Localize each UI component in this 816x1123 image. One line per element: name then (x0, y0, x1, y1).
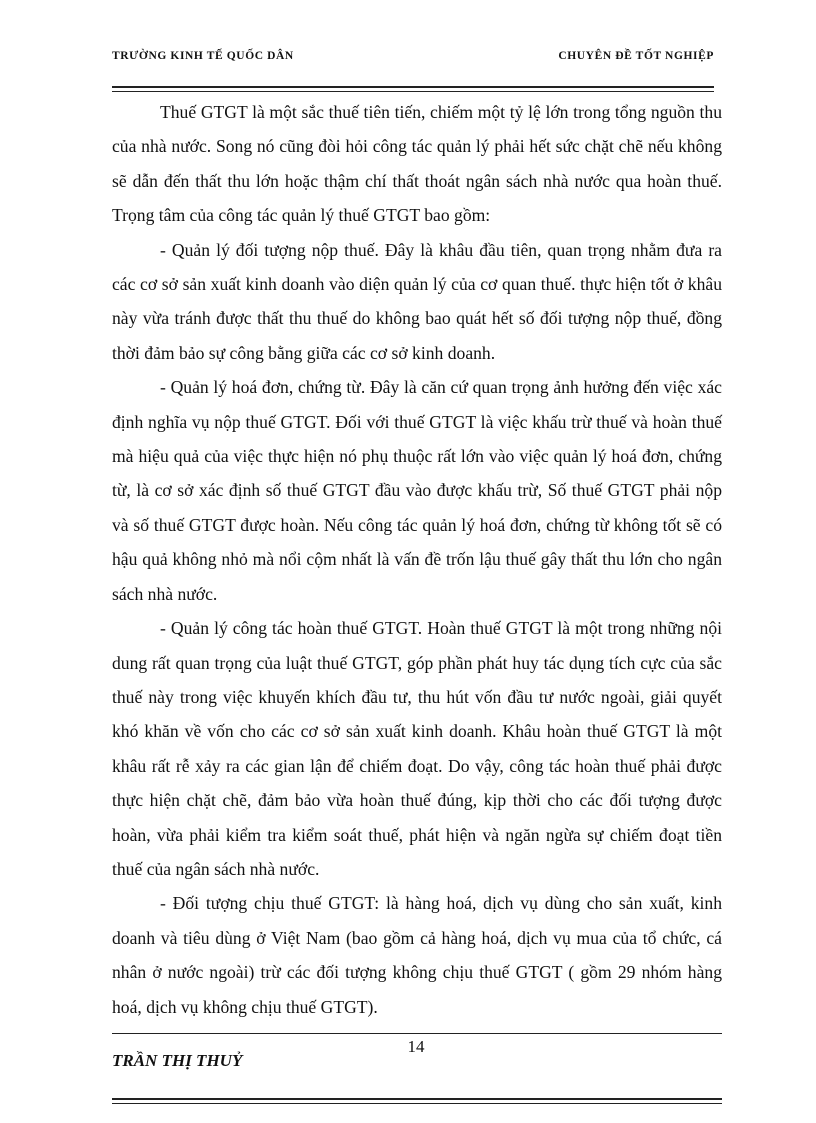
footer-author: TRẦN THỊ THUỶ (112, 1051, 243, 1070)
footer-rule-thick (112, 1098, 722, 1100)
page-header (112, 50, 714, 72)
paragraph-taxpayer-management: - Quản lý đối tượng nộp thuế. Đây là khâu đầu tiên, quan trọng nhằm đưa ra các cơ sở sản xuất kinh doanh vào diện quản lý của cơ quan thuế. thực hiện tốt ở khâu này vừa tránh được thất thu thuế do không bao quát hết số đối tượng nộp thuế, đồng thời đảm bảo sự công bằng giữa các cơ sở kinh doanh. (112, 239, 722, 363)
header-title: CHUYÊN ĐỀ TỐT NGHIỆP (558, 50, 714, 62)
header-school: TRƯỜNG KINH TẾ QUỐC DÂN (112, 50, 294, 62)
footer-rule (112, 1033, 722, 1034)
paragraph-refund-management: - Quản lý công tác hoàn thuế GTGT. Hoàn thuế GTGT là một trong những nội dung rất quan trọng của luật thuế GTGT, góp phần phát huy tác dụng tích cực của sắc thuế này trong việc khuyến khích đầu tư, thu hút vốn đầu tư nước ngoài, giải quyết khó khăn về vốn cho các cơ sở sản xuất kinh doanh. Khâu hoàn thuế GTGT là một khâu rất rễ xảy ra các gian lận để chiếm đoạt. Do vậy, công tác hoàn thuế phải được thực hiện chặt chẽ, đảm bảo vừa hoàn thuế đúng, kịp thời cho các đối tượng được hoàn, vừa phải kiểm tra kiểm soát thuế, phát hiện và ngăn ngừa sự chiếm đoạt tiền thuế của ngân sách nhà nước. (112, 618, 722, 879)
paragraph-intro: Thuế GTGT là một sắc thuế tiên tiến, chiếm một tỷ lệ lớn trong tổng nguồn thu của nhà nước. Song nó cũng đòi hỏi công tác quản lý phải hết sức chặt chẽ nếu không sẽ dẫn đến thất thu lớn hoặc thậm chí thất thoát ngân sách nhà nước qua hoàn thuế. Trọng tâm của công tác quản lý thuế GTGT bao gồm: (112, 102, 722, 226)
footer-rule-thin (112, 1103, 722, 1104)
header-rule-thin (112, 91, 714, 92)
document-body (112, 95, 722, 1024)
paragraph-invoice-management: - Quản lý hoá đơn, chứng từ. Đây là căn cứ quan trọng ảnh hưởng đến việc xác định nghĩa vụ nộp thuế GTGT. Đối với thuế GTGT là việc khấu trừ thuế và hoàn thuế mà hiệu quả của việc thực hiện nó phụ thuộc rất lớn vào việc quản lý hoá đơn, chứng từ, là cơ sở xác định số thuế GTGT đầu vào được khấu trừ, Số thuế GTGT phải nộp và số thuế GTGT được hoàn. Nếu công tác quản lý hoá đơn, chứng từ không tốt sẽ có hậu quả không nhỏ mà nổi cộm nhất là vấn đề trốn lậu thuế gây thất thu lớn cho ngân sách nhà nước. (112, 377, 722, 604)
header-rule (112, 86, 714, 88)
paragraph-taxable-objects: - Đối tượng chịu thuế GTGT: là hàng hoá, dịch vụ dùng cho sản xuất, kinh doanh và tiêu dùng ở Việt Nam (bao gồm cả hàng hoá, dịch vụ mua của tổ chức, cá nhân ở nước ngoài) trừ các đối tượng không chịu thuế GTGT ( gồm 29 nhóm hàng hoá, dịch vụ không chịu thuế GTGT). (112, 893, 722, 1017)
page-number: 14 (407, 1037, 425, 1056)
